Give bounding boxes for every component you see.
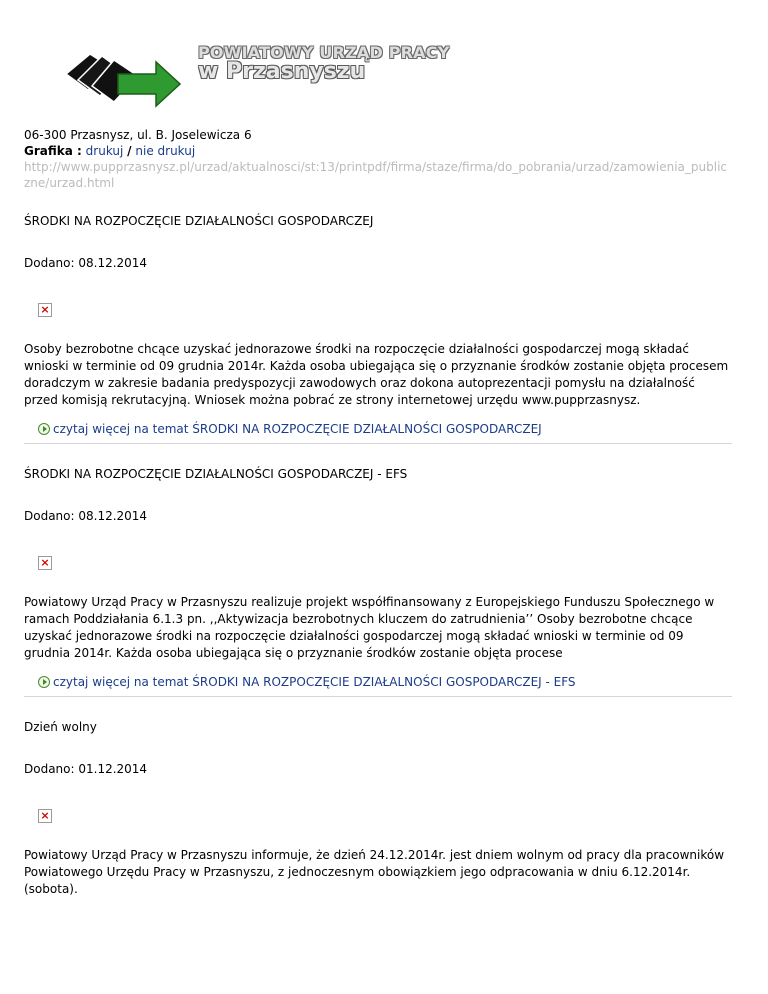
read-more-link[interactable]: czytaj więcej na temat ŚRODKI NA ROZPOCZĘCIE DZIAŁALNOŚCI GOSPODARCZEJ - EFS (53, 675, 576, 689)
article-body: Powiatowy Urząd Pracy w Przasnyszu informuje, że dzień 24.12.2014r. jest dniem wolnym od pracy dla pracowników Powiatowego Urzędu Pracy w Przasnyszu, z jednoczesnym obowiązkiem jego odpracowania w dniu 6.12.2014r. (sobota). (24, 848, 725, 896)
site-logo (60, 43, 450, 108)
broken-image-icon: × (38, 556, 52, 570)
page-content (24, 127, 732, 898)
logo-graphic-icon (60, 44, 190, 108)
article-title: ŚRODKI NA ROZPOCZĘCIE DZIAŁALNOŚCI GOSPODARCZEJ (24, 214, 374, 228)
article-title: ŚRODKI NA ROZPOCZĘCIE DZIAŁALNOŚCI GOSPODARCZEJ - EFS (24, 467, 408, 481)
read-more-row (24, 674, 732, 690)
article-body: Osoby bezrobotne chcące uzyskać jednorazowe środki na rozpoczęcie działalności gospodarczej mogą składać wnioski w terminie od 09 grudnia 2014r. Każda osoba ubiegająca się o przyznanie środków zostanie objęta procesem doradczym w zakresie badania predyspozycji zawodowych oraz dokona autoprezentacji pomysłu na działalność przed komisją rekrutacyjną. Wniosek można pobrać ze strony internetowej urzędu www.pupprzasnysz. (24, 342, 729, 407)
divider (24, 696, 732, 697)
no-print-link[interactable]: nie drukuj (135, 144, 196, 158)
grafika-label: Grafika : (24, 144, 82, 158)
read-more-row (24, 421, 732, 437)
article-date: Dodano: 01.12.2014 (24, 762, 148, 776)
article-date: Dodano: 08.12.2014 (24, 509, 148, 523)
logo-line-1: POWIATOWY URZĄD PRACY (198, 43, 450, 62)
logo-text (198, 44, 450, 84)
read-more-link[interactable]: czytaj więcej na temat ŚRODKI NA ROZPOCZĘCIE DZIAŁALNOŚCI GOSPODARCZEJ (53, 422, 542, 436)
article-date: Dodano: 08.12.2014 (24, 256, 148, 270)
grafika-row (24, 143, 732, 159)
arrow-right-circle-icon (38, 423, 50, 435)
print-link[interactable]: drukuj (85, 144, 124, 158)
page-url: http://www.pupprzasnysz.pl/urzad/aktualnosci/st:13/printpdf/firma/staze/firma/do_pobrania/urzad/zamowienia_publiczne/urzad.html (24, 160, 728, 190)
article-body: Powiatowy Urząd Pracy w Przasnyszu realizuje projekt współfinansowany z Europejskiego Funduszu Społecznego w ramach Poddziałania 6.1.3 pn. ,,Aktywizacja bezrobotnych kluczem do zatrudnienia’’ Osoby bezrobotne chcące uzyskać jednorazowe środki na rozpoczęcie działalności gospodarczej mogą składać wnioski w terminie od 09 grudnia 2014r. Każda osoba ubiegająca się o przyznanie środków zostanie objęta procese (24, 595, 715, 660)
arrow-right-circle-icon (38, 676, 50, 688)
divider (24, 443, 732, 444)
article (24, 719, 732, 898)
address: 06-300 Przasnysz, ul. B. Joselewicza 6 (24, 128, 252, 142)
grafika-separator: / (127, 144, 132, 158)
broken-image-icon: × (38, 303, 52, 317)
logo-line-2: w Przasnyszu (198, 59, 366, 84)
article (24, 213, 732, 444)
broken-image-icon: × (38, 809, 52, 823)
article (24, 466, 732, 697)
article-title: Dzień wolny (24, 720, 97, 734)
